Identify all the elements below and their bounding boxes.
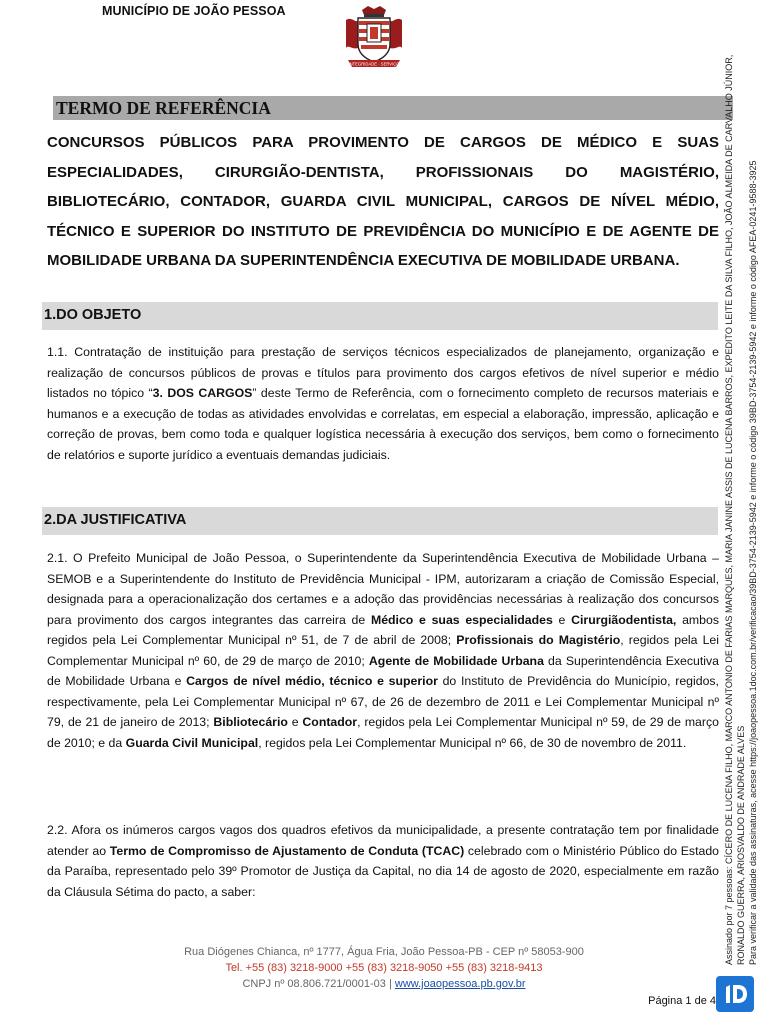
text-run: do Instituto de Previdência do Município, regidos, respectivamente, pela Lei Complementar Municipal nº 67, de 26 de dezembro de 2011 e Lei Complementar Municipal nº 79, de 21 de janeiro de 2013; (47, 674, 719, 729)
text-run: celebrado com o Ministério Público do Estado da Paraíba, representado pelo 39º Promotor de Justiça da Capital, no dia 14 de agosto de 2020, especialmente em razão da Cláusula Sétima do pacto, a saber: (47, 843, 720, 899)
signature-verification-line[interactable]: Para verificar a validade das assinaturas, acesse https://joaopessoa.1doc.com.br/verificacao/39BD-3754-2139-5942 e informe o código 39BD-3754-2139-5942 e informe o código AFEA-0241-9588-3925 (748, 160, 758, 965)
bold-term: Guarda Civil Municipal (125, 735, 259, 750)
signature-stamp-line-2: RONALDO GUERRA, ARIOSVALDO DE ANDRADE ALVES (736, 725, 746, 965)
municipality-header: MUNICÍPIO DE JOÃO PESSOA (102, 4, 286, 18)
municipal-crest-icon (338, 4, 410, 70)
document-title: TERMO DE REFERÊNCIA (56, 98, 271, 118)
cross-reference: 3. DOS CARGOS (152, 386, 253, 400)
bold-term: Cirurgiãodentista, (571, 612, 677, 627)
text-run: , regidos pela Lei Complementar Municipal nº 66, de 30 de novembro de 2011. (258, 735, 687, 750)
footer-phones: Tel. +55 (83) 3218-9000 +55 (83) 3218-9050 +55 (83) 3218-9413 (225, 962, 543, 974)
section-heading-bar (42, 507, 718, 535)
bold-term: Profissionais do Magistério (456, 633, 621, 647)
footer-address: Rua Diógenes Chianca, nº 1777, Água Fria, João Pessoa-PB - CEP nº 58053-900 (184, 946, 584, 958)
footer-cnpj: CNPJ nº 08.806.721/0001-03 | (242, 978, 395, 990)
paragraph-2-2 (47, 820, 719, 902)
bold-term: Cargos de nível médio, técnico e superior (186, 674, 438, 688)
bold-term: Termo de Compromisso de Ajustamento de Conduta (TCAC) (109, 843, 465, 858)
footer-cnpj-line (0, 978, 768, 990)
document-subject: CONCURSOS PÚBLICOS PARA PROVIMENTO DE CARGOS DE MÉDICO E SUAS ESPECIALIDADES, CIRURGIÃO-DENTISTA, PROFISSIONAIS DO MAGISTÉRIO, BIBLIOTECÁRIO, CONTADOR, GUARDA CIVIL MUNICIPAL, CARGOS DE NÍVEL MÉDIO, TÉCNICO E SUPERIOR DO INSTITUTO DE PREVIDÊNCIA DO MUNICÍPIO E DE AGENTE DE MOBILIDADE URBANA DA SUPERINTENDÊNCIA EXECUTIVA DE MOBILIDADE URBANA. (47, 134, 719, 269)
bold-term: Médico e suas especialidades (370, 612, 553, 627)
text-run: , regidos pela Lei Complementar Municipal nº 59, de 29 de março de 2010; e da (47, 715, 719, 750)
website-link[interactable]: www.joaopessoa.pb.gov.br (394, 978, 526, 990)
text-run: e (552, 612, 572, 627)
section-heading-justificativa: 2.DA JUSTIFICATIVA (44, 512, 187, 528)
page-number: Página 1 de 4 (648, 995, 716, 1007)
document-title-bar (53, 96, 733, 120)
paragraph-2-1 (47, 548, 719, 753)
section-heading-objeto: 1.DO OBJETO (44, 307, 142, 323)
bold-term: Contador (302, 715, 358, 729)
text-run: ” deste Termo de Referência, com o fornecimento completo de recursos materiais e humanos e a execução de todas as atividades envolvidas e correlatas, em especial a elaboração, impressão, aplicação e correção de provas, bem como toda e qualquer logística necessária à execução dos serviços, bem como o fornecimento de relatórios e suporte jurídico a eventuais demandas judiciais. (47, 386, 719, 462)
text-run: e (287, 715, 303, 729)
text-run: 1.1. Contratação de instituição para prestação de serviços técnicos especializados de planejamento, organização e realização de concursos públicos de provas e títulos para provimento dos cargos efetivos de nível superior e médio listados no tópico “ (47, 345, 719, 400)
crest-motto: INTEGRIDADE · SERVIÇO (348, 61, 400, 67)
text-run: 2.1. O Prefeito Municipal de João Pessoa, o Superintendente da Superintendência Executiva de Mobilidade Urbana – SEMOB e a Superintendente do Instituto de Previdência Municipal - IPM, autorizaram a criação de Comissão Especial, designada para a operacionalização dos certames e a adoção das providências necessárias à realização dos concursos para provimento dos cargos integrantes das carreira de (47, 551, 719, 627)
text-run: da Superintendência Executiva de Mobilidade Urbana e (47, 653, 720, 688)
text-run: ambos regidos pela Lei Complementar Municipal nº 51, de 7 de abril de 2008; (47, 612, 719, 647)
bold-term: Bibliotecário (213, 715, 288, 729)
signature-stamp-line-1: Assinado por 7 pessoas: CÍCERO DE LUCENA FILHO, MARCO ANTONIO DE FARIAS MARQUES, MARIA JANINE ASSIS DE LUCENA BARROS, EXPEDITO LEITE DA SILVA FILHO, JOÃO ALMEIDA DE CARVALHO JÚNIOR, (724, 54, 734, 965)
paragraph-1-1 (47, 342, 719, 465)
text-run: , regidos pela Lei Complementar Municipal nº 60, de 29 de março de 2010; (47, 633, 719, 668)
1doc-logo-icon (716, 976, 754, 1012)
section-heading-bar (42, 302, 718, 330)
bold-term: Agente de Mobilidade Urbana (368, 653, 544, 668)
text-run: 2.2. Afora os inúmeros cargos vagos dos quadros efetivos da municipalidade, a presente contratação tem por finalidade atender ao (47, 823, 719, 858)
